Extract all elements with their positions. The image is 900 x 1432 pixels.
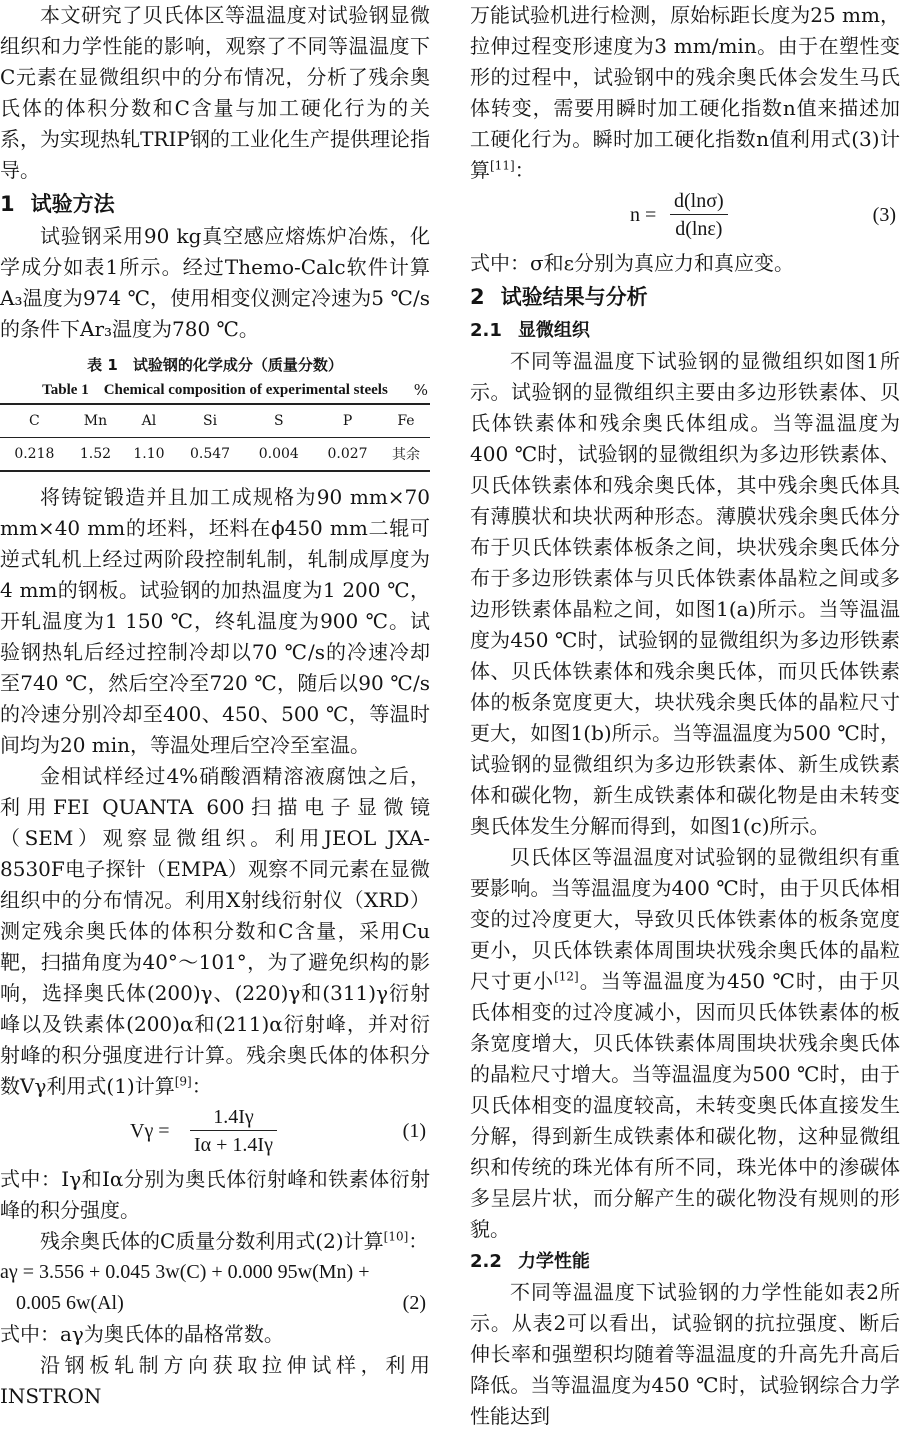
- right-column: [470, 0, 900, 1432]
- equation-2: [0, 1257, 430, 1319]
- equation-1-numerator: 1.4Iγ: [213, 1106, 254, 1128]
- microstructure-discussion-paragraph: 贝氏体区等温温度对试验钢的显微组织有重要影响。当等温温度为400 ℃时，由于贝氏体相变的过冷度更大，导致贝氏体铁素体的板条宽度更小，贝氏体铁素体周围块状残余奥氏体的晶粒尺寸更小[12]。当等温温度为450 ℃时，由于贝氏体相变的过冷度减小，因而贝氏体铁素体的板条宽度增大，贝氏体铁素体周围块状残余奥氏体的晶粒尺寸增大。当等温温度为500 ℃时，由于贝氏体相变的温度较高，未转变奥氏体直接发生分解，得到新生成铁素体和碳化物，这种显微组织和传统的珠光体有所不同，珠光体中的渗碳体多呈层片状，而分解产生的碳化物没有规则的形貌。: [470, 845, 900, 1241]
- microstructure-paragraph: 不同等温温度下试验钢的显微组织如图1所示。试验钢的显微组织主要由多边形铁素体、贝氏体铁素体和残余奥氏体组成。当等温温度为400 ℃时，试验钢的显微组织为多边形铁素体、贝氏体铁素体和残余奥氏体，其中残余奥氏体具有薄膜状和块状两种形态。薄膜状残余奥氏体分布于贝氏体铁素体板条之间，块状残余奥氏体分布于多边形铁素体与贝氏体铁素体晶粒之间或多边形铁素体晶粒之间，如图1(a)所示。当等温温度为450 ℃时，试验钢的显微组织为多边形铁素体、贝氏体铁素体和残余奥氏体，而贝氏体铁素体的板条宽度更大，块状残余奥氏体的晶粒尺寸更大，如图1(b)所示。当等温温度为500 ℃时，试验钢的显微组织为多边形铁素体、新生成铁素体和碳化物，新生成铁素体和碳化物是由未转变奥氏体发生分解而得到，如图1(c)所示。: [470, 349, 900, 838]
- metallography-paragraph: 金相试样经过4%硝酸酒精溶液腐蚀之后，利用FEI QUANTA 600扫描电子显微镜（SEM）观察显微组织。利用JEOL JXA-8530F电子探针（EMPA）观察不同元素在显微组织中的分布情况。利用X射线衍射仪（XRD）测定残余奥氏体的体积分数和C含量，采用Cu靶，扫描角度为40°～101°，为了避免织构的影响，选择奥氏体(200)γ、(220)γ和(311)γ衍射峰以及铁素体(200)α和(211)α衍射峰，并对衍射峰的积分强度进行计算。残余奥氏体的体积分数Vγ利用式(1)计算[9]：: [0, 764, 430, 1098]
- table-header-row: [0, 404, 430, 438]
- table-cell: 0.547: [176, 438, 245, 472]
- table-header-cell: Mn: [69, 404, 122, 438]
- rolling-paragraph: 将铸锭锻造并且加工成规格为90 mm×70 mm×40 mm的坯料，坯料在ϕ450 mm二辊可逆式轧机上经过两阶段控制轧制，轧制成厚度为4 mm的钢板。试验钢的加热温度为1 200 ℃，开轧温度为1 150 ℃，终轧温度为900 ℃。试验钢热轧后经过控制冷却以70 ℃/s的冷速冷却至740 ℃，然后空冷至720 ℃，随后以90 ℃/s的冷速分别冷却至400、450、500 ℃，等温时间均为20 min，等温处理后空冷至室温。: [0, 485, 430, 757]
- composition-table: [0, 403, 430, 472]
- intro-paragraph: 本文研究了贝氏体区等温温度对试验钢显微组织和力学性能的影响，观察了不同等温温度下C元素在显微组织中的分布情况，分析了残余奥氏体的体积分数和C含量与加工硬化行为的关系，为实现热轧TRIP钢的工业化生产提供理论指导。: [0, 3, 430, 182]
- table-cell: 其余: [382, 438, 430, 472]
- equation-1: [0, 1102, 430, 1164]
- table-1: [0, 353, 430, 472]
- section-1-heading: [0, 188, 430, 221]
- equation-3-denominator: d(lnε): [670, 214, 728, 243]
- table-cell: 0.027: [313, 438, 382, 472]
- table-header-cell: C: [0, 404, 69, 438]
- section-2-title: 试验结果与分析: [500, 285, 648, 309]
- equation-2-line-1: aγ = 3.556 + 0.045 3w(C) + 0.000 95w(Mn) +: [0, 1261, 370, 1283]
- table-1-caption-zh: 表 1 试验钢的化学成分（质量分数）: [87, 356, 343, 374]
- equation-3-lhs: n =: [630, 204, 657, 226]
- subsection-2-2-number: 2.2: [470, 1251, 502, 1272]
- equation-3: [470, 186, 900, 248]
- subsection-2-1-heading: [470, 316, 900, 346]
- equation-3-number: (3): [872, 204, 896, 226]
- equation-2-intro: 残余奥氏体的C质量分数利用式(2)计算[10]：: [40, 1229, 429, 1253]
- equation-2-line-2: 0.005 6w(Al): [16, 1292, 124, 1314]
- equation-1-lhs: Vγ =: [130, 1120, 170, 1142]
- subsection-2-1-title: 显微组织: [517, 320, 590, 341]
- subsection-2-1-number: 2.1: [470, 320, 502, 341]
- equation-2-number: (2): [402, 1292, 426, 1314]
- equation-3-definition: 式中：σ和ε分别为真应力和真应变。: [470, 251, 795, 275]
- equation-1-fraction: [190, 1104, 277, 1159]
- equation-2-definition: 式中：aγ为奥氏体的晶格常数。: [0, 1322, 284, 1346]
- section-2-number: 2: [470, 285, 485, 309]
- table-header-cell: Al: [122, 404, 175, 438]
- table-cell: 0.218: [0, 438, 69, 472]
- left-column: [0, 0, 430, 1412]
- table-cell: 1.10: [122, 438, 175, 472]
- equation-3-numerator: d(lnσ): [674, 190, 724, 212]
- table-cell: 0.004: [244, 438, 313, 472]
- citation-9: [9]: [174, 1074, 192, 1089]
- citation-11: [11]: [490, 158, 515, 173]
- table-header-cell: S: [244, 404, 313, 438]
- subsection-2-2-title: 力学性能: [517, 1251, 590, 1272]
- tensile-paragraph: 沿钢板轧制方向获取拉伸试样，利用INSTRON: [0, 1353, 430, 1408]
- table-1-caption-en: Table 1 Chemical composition of experimental steels: [42, 382, 388, 398]
- equation-1-denominator: Iα + 1.4Iγ: [190, 1130, 277, 1159]
- table-row: [0, 438, 430, 472]
- table-cell: 1.52: [69, 438, 122, 472]
- section-1-title: 试验方法: [30, 192, 115, 216]
- citation-10: [10]: [383, 1229, 409, 1244]
- tensile-paragraph-continued: 万能试验机进行检测，原始标距长度为25 mm，拉伸过程变形速度为3 mm/min。由于在塑性变形的过程中，试验钢中的残余奥氏体会发生马氏体转变，需要用瞬时加工硬化指数n值来描述加工硬化行为。瞬时加工硬化指数n值利用式(3)计算[11]：: [470, 3, 900, 182]
- equation-1-definition: 式中：Iγ和Iα分别为奥氏体衍射峰和铁素体衍射峰的积分强度。: [0, 1167, 430, 1222]
- table-header-cell: Fe: [382, 404, 430, 438]
- table-1-unit: %: [413, 381, 428, 399]
- equation-1-number: (1): [402, 1120, 426, 1142]
- steel-paragraph: 试验钢采用90 kg真空感应熔炼炉冶炼，化学成分如表1所示。经过Themo-Calc软件计算A₃温度为974 ℃，使用相变仪测定冷速为5 ℃/s的条件下Ar₃温度为780 ℃。: [0, 224, 430, 341]
- table-header-cell: Si: [176, 404, 245, 438]
- table-header-cell: P: [313, 404, 382, 438]
- mechanical-properties-paragraph: 不同等温温度下试验钢的力学性能如表2所示。从表2可以看出，试验钢的抗拉强度、断后伸长率和强塑积均随着等温温度的升高先升高后降低。当等温温度为450 ℃时，试验钢综合力学性能达到: [470, 1280, 900, 1428]
- section-2-heading: [470, 281, 900, 314]
- citation-12: [12]: [554, 969, 579, 984]
- subsection-2-2-heading: [470, 1247, 900, 1277]
- equation-3-fraction: [670, 188, 728, 243]
- section-1-number: 1: [0, 192, 15, 216]
